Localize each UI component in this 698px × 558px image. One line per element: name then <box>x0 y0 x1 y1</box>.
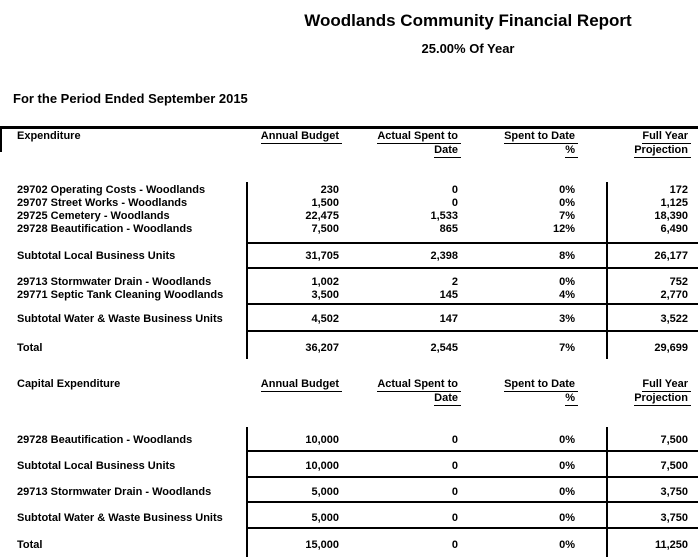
report-period: For the Period Ended September 2015 <box>13 91 248 106</box>
annual-budget-value: 7,500 <box>311 223 339 235</box>
actual-spent-value: 1,533 <box>430 210 458 222</box>
row-label: 29713 Stormwater Drain - Woodlands <box>17 276 212 288</box>
table-left-border-tick <box>0 126 2 152</box>
section-heading-capital-expenditure: Capital Expenditure <box>17 378 121 390</box>
full-year-projection-value: 3,522 <box>660 313 688 325</box>
subtotal-row <box>0 460 698 472</box>
actual-spent-value: 147 <box>439 313 458 325</box>
annual-budget-value: 22,475 <box>305 210 339 222</box>
full-year-projection-value: 29,699 <box>654 342 688 354</box>
column-header-spent-pct <box>504 130 578 158</box>
full-year-projection-value: 172 <box>669 184 688 196</box>
annual-budget-value: 31,705 <box>305 250 339 262</box>
annual-budget-value: 3,500 <box>311 289 339 301</box>
column-header-annual-budget-text: Annual Budget <box>261 378 342 392</box>
actual-spent-value: 0 <box>451 512 458 524</box>
actual-spent-value: 0 <box>451 197 458 209</box>
detail-row <box>0 434 698 446</box>
actual-spent-value: 2,398 <box>430 250 458 262</box>
column-header-full-year-line2: Projection <box>634 144 691 158</box>
column-header-annual-budget <box>261 378 342 392</box>
row-label: Subtotal Water & Waste Business Units <box>17 512 223 524</box>
full-year-projection-value: 3,750 <box>660 512 688 524</box>
detail-row <box>0 289 698 301</box>
column-header-actual-spent-line2: Date <box>434 392 461 406</box>
actual-spent-value: 0 <box>451 486 458 498</box>
report-title: Woodlands Community Financial Report <box>304 11 632 30</box>
column-header-spent-pct-line1: Spent to Date <box>504 378 578 392</box>
full-year-projection-value: 1,125 <box>660 197 688 209</box>
column-header-full-year <box>634 130 691 158</box>
spent-pct-value: 7% <box>559 210 575 222</box>
column-header-full-year-line1: Full Year <box>642 130 691 144</box>
spent-pct-value: 3% <box>559 313 575 325</box>
column-header-full-year <box>634 378 691 406</box>
subtotal-row <box>0 313 698 325</box>
full-year-projection-value: 18,390 <box>654 210 688 222</box>
section-heading-expenditure: Expenditure <box>17 130 81 142</box>
spent-pct-value: 0% <box>559 486 575 498</box>
column-header-actual-spent-line1: Actual Spent to <box>377 378 461 392</box>
spent-pct-value: 0% <box>559 539 575 551</box>
annual-budget-value: 5,000 <box>311 512 339 524</box>
row-label: 29728 Beautification - Woodlands <box>17 434 193 446</box>
spent-pct-value: 0% <box>559 512 575 524</box>
detail-row <box>0 210 698 222</box>
subtotal-row <box>0 512 698 524</box>
row-label: Subtotal Water & Waste Business Units <box>17 313 223 325</box>
spent-pct-value: 7% <box>559 342 575 354</box>
annual-budget-value: 230 <box>320 184 339 196</box>
full-year-projection-value: 752 <box>669 276 688 288</box>
full-year-projection-value: 6,490 <box>660 223 688 235</box>
full-year-projection-value: 3,750 <box>660 486 688 498</box>
detail-row <box>0 184 698 196</box>
row-label: 29707 Street Works - Woodlands <box>17 197 188 209</box>
section2-separator-line <box>246 476 698 478</box>
actual-spent-value: 2,545 <box>430 342 458 354</box>
column-header-annual-budget <box>261 130 342 144</box>
row-label: 29771 Septic Tank Cleaning Woodlands <box>17 289 224 301</box>
spent-pct-value: 0% <box>559 460 575 472</box>
annual-budget-value: 10,000 <box>305 434 339 446</box>
row-label: 29728 Beautification - Woodlands <box>17 223 193 235</box>
detail-row <box>0 223 698 235</box>
column-header-spent-pct <box>504 378 578 406</box>
total-row <box>0 342 698 354</box>
column-header-actual-spent <box>377 130 461 158</box>
detail-row <box>0 486 698 498</box>
actual-spent-value: 2 <box>451 276 458 288</box>
full-year-projection-value: 26,177 <box>654 250 688 262</box>
row-label: 29702 Operating Costs - Woodlands <box>17 184 206 196</box>
actual-spent-value: 145 <box>439 289 458 301</box>
full-year-projection-value: 11,250 <box>654 539 688 551</box>
section1-separator-line <box>246 267 698 269</box>
total-row <box>0 539 698 551</box>
section2-separator-line <box>246 527 698 529</box>
row-label: Subtotal Local Business Units <box>17 250 176 262</box>
actual-spent-value: 865 <box>439 223 458 235</box>
spent-pct-value: 4% <box>559 289 575 301</box>
column-header-actual-spent-line2: Date <box>434 144 461 158</box>
column-header-annual-budget-text: Annual Budget <box>261 130 342 144</box>
annual-budget-value: 10,000 <box>305 460 339 472</box>
annual-budget-value: 4,502 <box>311 313 339 325</box>
actual-spent-value: 0 <box>451 539 458 551</box>
row-label: Total <box>17 539 43 551</box>
annual-budget-value: 36,207 <box>305 342 339 354</box>
annual-budget-value: 5,000 <box>311 486 339 498</box>
actual-spent-value: 0 <box>451 460 458 472</box>
spent-pct-value: 8% <box>559 250 575 262</box>
report-subtitle: 25.00% Of Year <box>421 41 515 56</box>
column-header-actual-spent <box>377 378 461 406</box>
column-header-spent-pct-line1: Spent to Date <box>504 130 578 144</box>
spent-pct-value: 12% <box>552 223 575 235</box>
annual-budget-value: 1,500 <box>311 197 339 209</box>
column-header-spent-pct-line2: % <box>565 144 578 158</box>
section1-separator-line <box>246 303 698 305</box>
column-header-spent-pct-line2: % <box>565 392 578 406</box>
row-label: 29725 Cemetery - Woodlands <box>17 210 170 222</box>
actual-spent-value: 0 <box>451 184 458 196</box>
row-label: Total <box>17 342 43 354</box>
row-label: Subtotal Local Business Units <box>17 460 176 472</box>
table-top-border <box>0 126 698 129</box>
full-year-projection-value: 7,500 <box>660 434 688 446</box>
section1-separator-line <box>246 330 698 332</box>
detail-row <box>0 197 698 209</box>
spent-pct-value: 0% <box>559 197 575 209</box>
spent-pct-value: 0% <box>559 276 575 288</box>
section2-separator-line <box>246 450 698 452</box>
spent-pct-value: 0% <box>559 184 575 196</box>
spent-pct-value: 0% <box>559 434 575 446</box>
column-header-actual-spent-line1: Actual Spent to <box>377 130 461 144</box>
column-header-full-year-line2: Projection <box>634 392 691 406</box>
actual-spent-value: 0 <box>451 434 458 446</box>
annual-budget-value: 1,002 <box>311 276 339 288</box>
detail-row <box>0 276 698 288</box>
section1-separator-line <box>246 242 698 244</box>
section2-separator-line <box>246 501 698 503</box>
annual-budget-value: 15,000 <box>305 539 339 551</box>
full-year-projection-value: 2,770 <box>660 289 688 301</box>
full-year-projection-value: 7,500 <box>660 460 688 472</box>
row-label: 29713 Stormwater Drain - Woodlands <box>17 486 212 498</box>
column-header-full-year-line1: Full Year <box>642 378 691 392</box>
subtotal-row <box>0 250 698 262</box>
